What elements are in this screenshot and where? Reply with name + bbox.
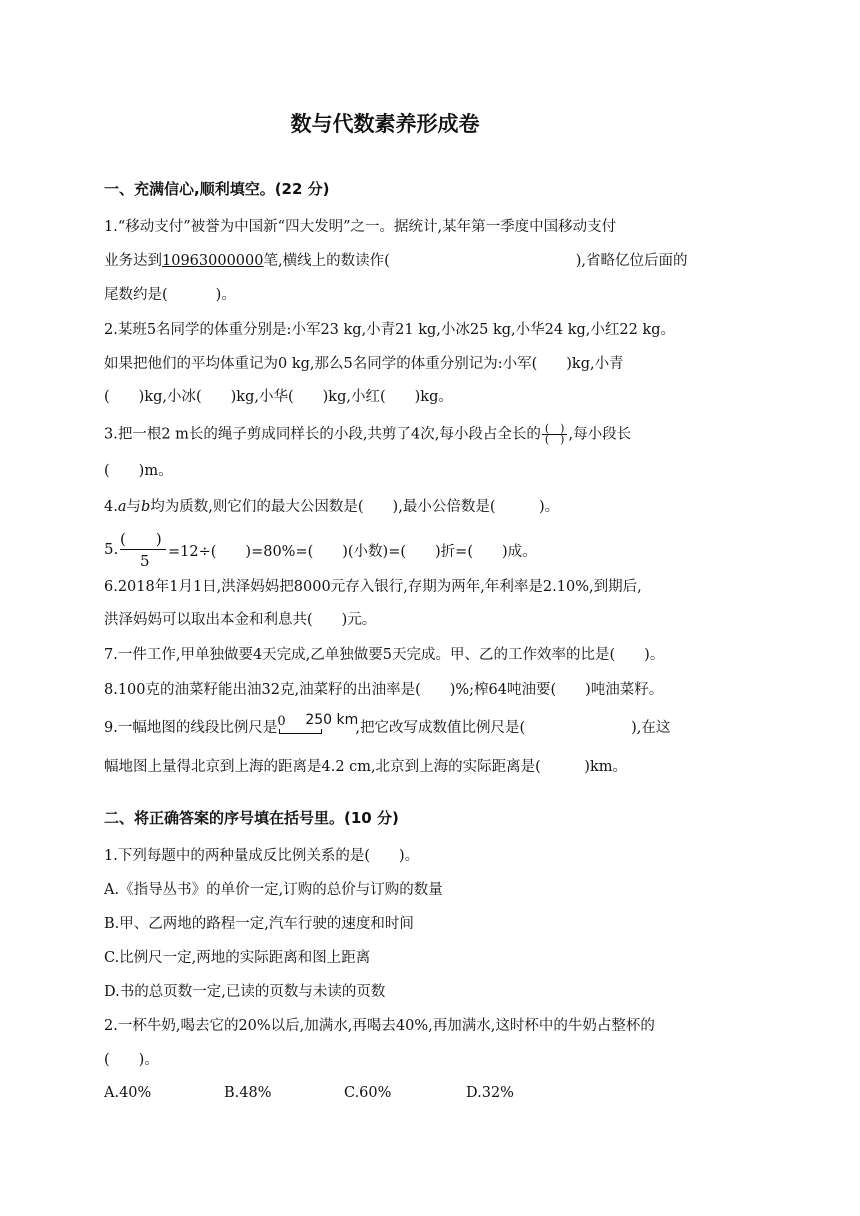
q6-line-2: 洪泽妈妈可以取出本金和利息共( )元。 [104, 612, 377, 628]
s2-q2-option-d[interactable]: D.32% [466, 1085, 514, 1101]
q1-line-3 [104, 285, 236, 305]
q1-text-d: ),省略亿位后面的 [575, 253, 688, 269]
q4-text-c: 均为质数,则它们的最大公因数是( ),最小公倍数是( )。 [150, 499, 560, 515]
q1-underlined-number: 10963000000 [162, 253, 264, 269]
q3-line-2: ( )m。 [104, 463, 173, 479]
q3-line-1 [104, 424, 631, 445]
s2-q1-option-a[interactable]: A.《指导丛书》的单价一定,订购的总价与订购的数量 [104, 882, 443, 898]
s2-q1-option-c[interactable]: C.比例尺一定,两地的实际距离和图上距离 [104, 950, 371, 966]
q5-rest: =12÷( )=80%=( )(小数)=( )折=( )成。 [168, 544, 537, 560]
q9-line-1 [104, 712, 671, 738]
q9-text-b: ,把它改写成数值比例尺是( [355, 720, 526, 736]
s2-q2-option-b[interactable]: B.48% [224, 1085, 272, 1101]
q2-line-1: 2.某班5名同学的体重分别是:小军23 kg,小青21 kg,小冰25 kg,小华24 kg,小红22 kg。 [104, 322, 676, 338]
page-title: 数与代数素养形成卷 [290, 112, 480, 136]
q3-text-a: 3.把一根2 m长的绳子剪成同样长的小段,共剪了4次,每小段占全长的 [104, 426, 541, 443]
scale-bar-label: 250 km [305, 712, 359, 728]
q1-line-2 [104, 251, 688, 271]
q7-line: 7.一件工作,甲单独做要4天完成,乙单独做要5天完成。甲、乙的工作效率的比是( )。 [104, 647, 665, 663]
scale-bar-zero: 0 [277, 714, 286, 729]
q5-fraction-denominator: 5 [140, 552, 150, 570]
scale-bar-tick-end [321, 729, 322, 734]
q4-text-a: 4. [104, 499, 118, 515]
q4-var-a: a [117, 499, 127, 515]
q3-text-b: ,每小段长 [568, 426, 632, 443]
q6-line-1: 6.2018年1月1日,洪泽妈妈把8000元存入银行,存期为两年,年利率是2.10%,到期后, [104, 579, 642, 595]
q3-fraction-numerator[interactable]: ( ) [542, 424, 568, 435]
q9-text-a: 9.一幅地图的线段比例尺是 [104, 720, 278, 736]
q1-text-b: 业务达到 [104, 253, 162, 269]
s2-q2-option-c[interactable]: C.60% [344, 1085, 392, 1101]
q5-number: 5. [104, 540, 119, 558]
q3-fraction-denominator[interactable]: ( ) [544, 433, 565, 446]
q4-var-b: b [141, 499, 151, 515]
section-2-heading: 二、将正确答案的序号填在括号里。(10 分) [104, 809, 399, 827]
scale-bar-tick-start [279, 729, 280, 734]
s2-q1: 1.下列每题中的两种量成反比例关系的是( )。 [104, 848, 420, 864]
q1-text-f: )。 [215, 287, 236, 303]
q9-text-c: ),在这 [631, 720, 671, 736]
q1-text-e: 尾数约是( [104, 287, 168, 303]
section-1-heading: 一、充满信心,顺利填空。(22 分) [104, 180, 330, 198]
q8-line: 8.100克的油菜籽能出油32克,油菜籽的出油率是( )%;榨64吨油要( )吨油菜籽。 [104, 682, 664, 698]
q3-fraction [542, 424, 568, 445]
q9-line-2: 幅地图上量得北京到上海的距离是4.2 cm,北京到上海的实际距离是( )km。 [104, 759, 627, 775]
s2-q2-line-2: ( )。 [104, 1052, 159, 1068]
q2-line-3: ( )kg,小冰( )kg,小华( )kg,小红( )kg。 [104, 389, 453, 405]
s2-q1-option-d[interactable]: D.书的总页数一定,已读的页数与未读的页数 [104, 984, 386, 1000]
s2-q1-option-b[interactable]: B.甲、乙两地的路程一定,汽车行驶的速度和时间 [104, 916, 414, 932]
q4-text-b: 与 [126, 499, 141, 515]
q4-line [104, 497, 559, 517]
q1-text-c: 笔,横线上的数读作( [263, 253, 390, 269]
q1-line-1: 1.“移动支付”被誉为中国新“四大发明”之一。据统计,某年第一季度中国移动支付 [104, 219, 617, 235]
s2-q2-line-1: 2.一杯牛奶,喝去它的20%以后,加满水,再喝去40%,再加满水,这时杯中的牛奶占整杯的 [104, 1018, 655, 1034]
q5-fraction-bar [120, 549, 166, 550]
q2-line-2: 如果把他们的平均体重记为0 kg,那么5名同学的体重分别记为:小军( )kg,小青 [104, 356, 624, 372]
s2-q2-option-a[interactable]: A.40% [104, 1085, 152, 1101]
q5-fraction-numerator[interactable]: ( ) [120, 530, 162, 548]
scale-bar-line [279, 733, 321, 734]
scale-bar [277, 712, 359, 738]
